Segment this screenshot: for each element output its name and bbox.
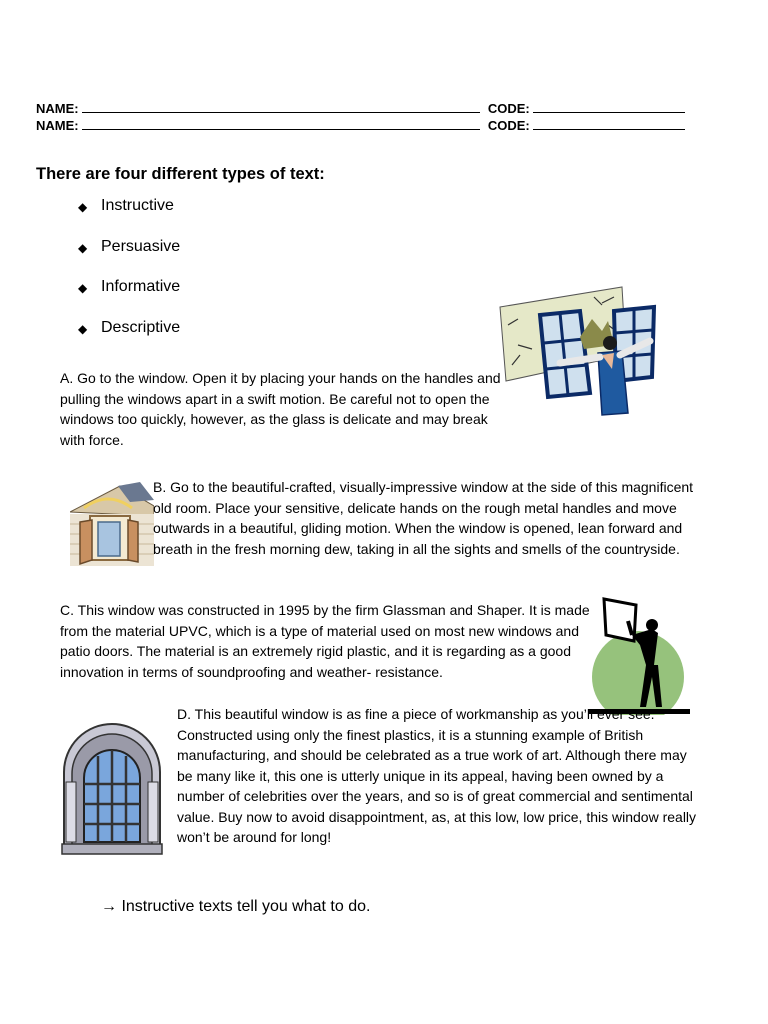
name-label: NAME: — [36, 118, 79, 133]
name-code-row-1 — [36, 100, 685, 117]
diamond-bullet-icon: ◆ — [78, 240, 88, 255]
diamond-bullet-icon: ◆ — [78, 200, 88, 214]
list-item-label: Instructive — [101, 197, 174, 214]
diamond-bullet-icon: ◆ — [78, 281, 88, 295]
list-item-label: Informative — [101, 278, 181, 295]
code-label: CODE: — [487, 101, 530, 116]
name-label: NAME: — [36, 101, 79, 116]
code-fill-line[interactable] — [533, 100, 685, 113]
name-code-row-2 — [36, 117, 685, 134]
text-types-list — [78, 197, 180, 359]
instructive-definition-note: → Instructive texts tell you what to do. — [101, 898, 371, 915]
paragraph-d: D. This beautiful window is as fine a piece of workmanship as you’ll ever see. Constructed using only the finest plastics, it is a stunning example of British manufacturing, and should be celebrated as a true work of art. Although there may be many like it, this one is utterly unique in its appeal, having been owned by a number of celebrities over the years, and so is of great commercial and sentimental value. Buy now to avoid disappointment, as, at this low, low price, this window really won’t be around for long! — [177, 706, 697, 845]
list-item — [78, 197, 180, 238]
name-fill-line[interactable] — [82, 117, 480, 130]
person-opening-window-illustration — [498, 285, 664, 417]
paragraph-c: C. This window was constructed in 1995 by the firm Glassman and Shaper. It is made from the material UPVC, which is a type of material used on most new windows and patio doors. The material is an extremely rigid plastic, and it is regarding as a good innovation in terms of soundproofing and weather- resistance. — [60, 602, 590, 680]
arched-window-illustration — [60, 712, 164, 856]
list-item-label: Descriptive — [101, 318, 181, 336]
man-carrying-window-illustration — [588, 595, 690, 715]
house-window-illustration — [70, 480, 154, 568]
code-fill-line[interactable] — [533, 117, 685, 130]
section-heading: There are four different types of text: — [36, 165, 325, 183]
diamond-bullet-icon: ◆ — [78, 321, 88, 336]
list-item — [78, 238, 180, 279]
paragraph-b: B. Go to the beautiful-crafted, visually-impressive window at the side of this magnificent old room. Place your sensitive, delicate hands on the rough metal handles and move outwards in a beautiful, gliding motion. When the window is opened, lean forward and breath in the fresh morning dew, taking in all the sights and smells of the countryside. — [153, 479, 694, 557]
name-fill-line[interactable] — [82, 100, 480, 113]
list-item-label: Persuasive — [101, 237, 181, 255]
code-label: CODE: — [487, 118, 530, 133]
list-item — [78, 278, 180, 319]
list-item — [78, 319, 180, 360]
paragraph-a: A. Go to the window. Open it by placing your hands on the handles and pulling the windows apart in a swift motion. Be careful not to open the windows too quickly, however, as the glass is delicate and may break with force. — [60, 370, 501, 448]
